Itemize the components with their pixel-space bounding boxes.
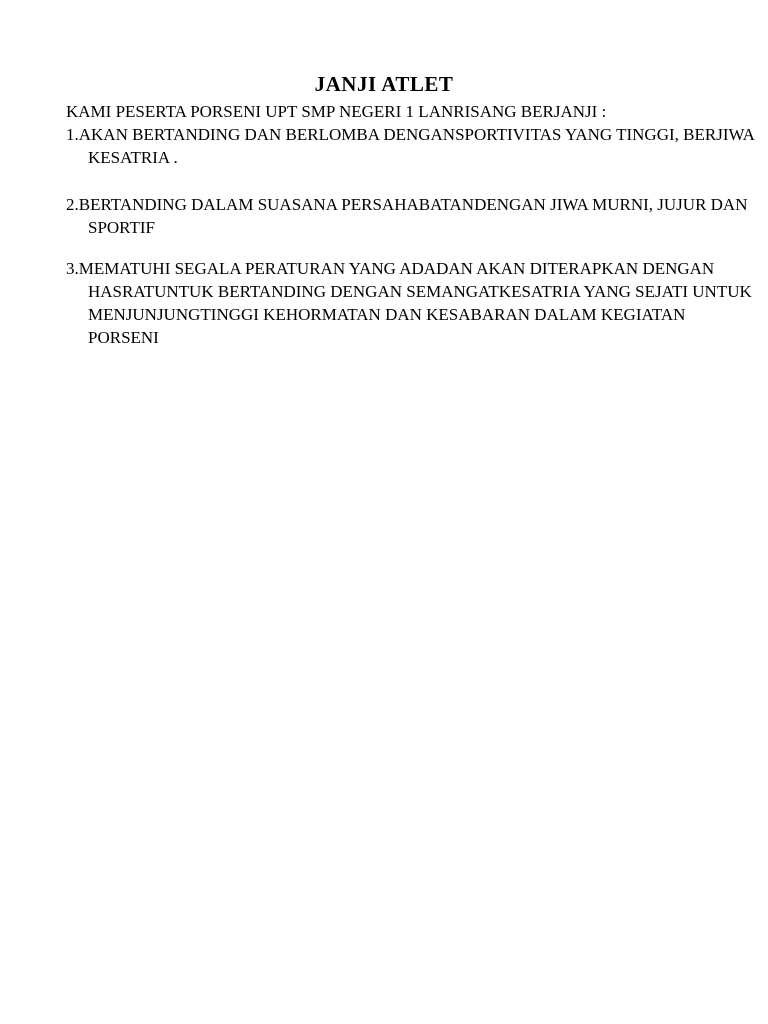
pledge-intro: KAMI PESERTA PORSENI UPT SMP NEGERI 1 LANRISANG BERJANJI : <box>66 102 607 121</box>
document-title: JANJI ATLET <box>314 72 454 96</box>
pledge-item-3: 3.MEMATUHI SEGALA PERATURAN YANG ADADAN AKAN DITERAPKAN DENGAN HASRATUNTUK BERTANDING DENGAN SEMANGATKESATRIA YANG SEJATI UNTUK MENJUNJUNGTINGGI KEHORMATAN DAN KESABARAN DALAM KEGIATAN PORSENI <box>66 259 752 347</box>
pledge-item-1: 1.AKAN BERTANDING DAN BERLOMBA DENGANSPORTIVITAS YANG TINGGI, BERJIWA KESATRIA . <box>66 125 754 167</box>
document-body <box>66 100 756 349</box>
pledge-item-2: 2.BERTANDING DALAM SUASANA PERSAHABATANDENGAN JIWA MURNI, JUJUR DAN SPORTIF <box>66 195 748 237</box>
